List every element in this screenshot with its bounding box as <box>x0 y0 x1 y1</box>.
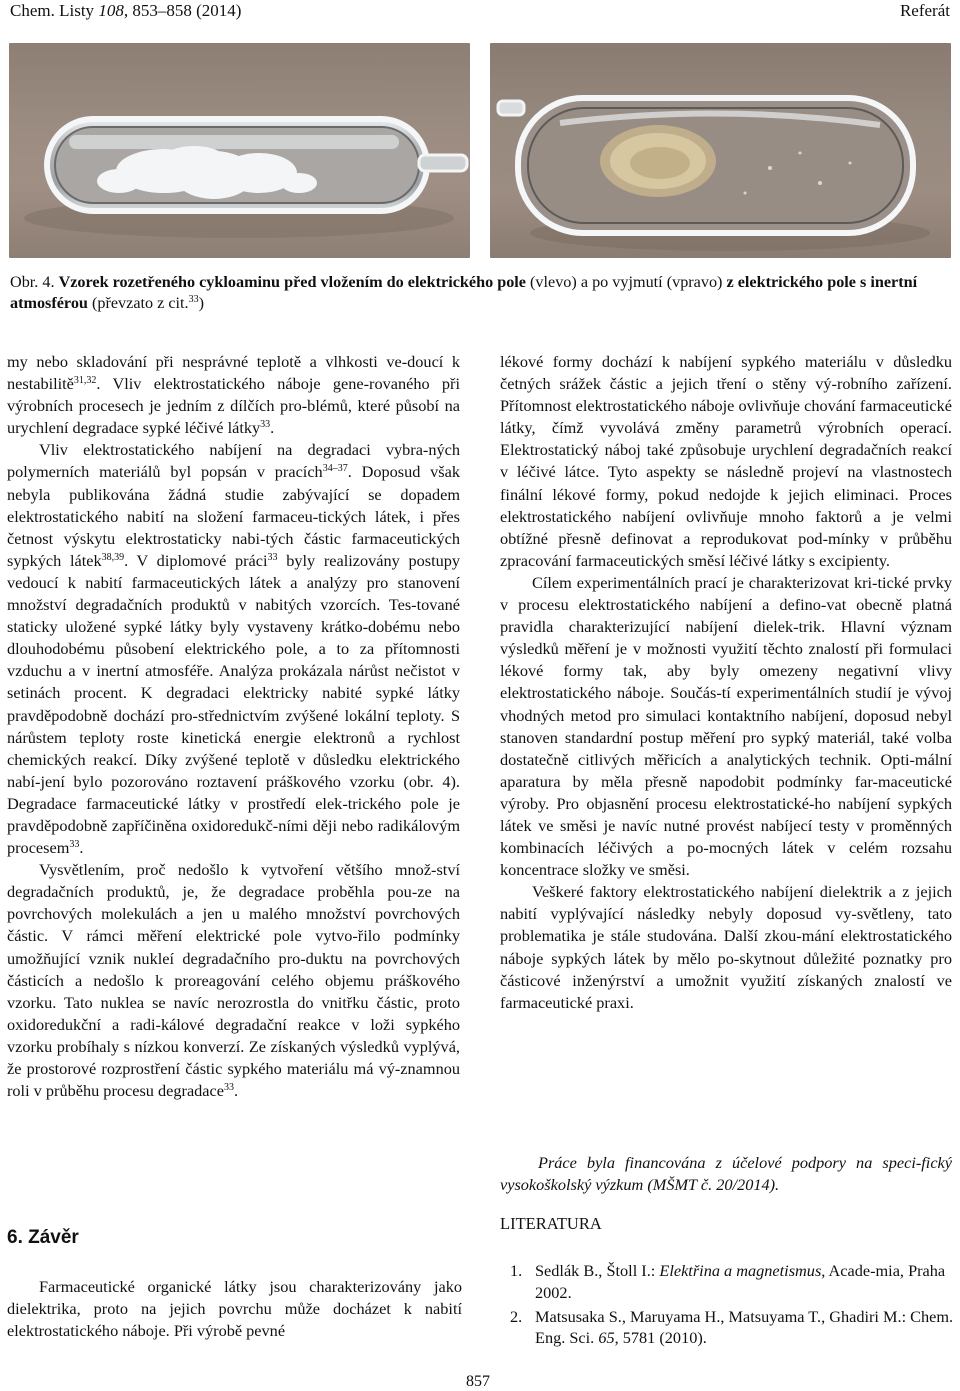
figure-photo-right <box>490 43 951 258</box>
right-column <box>500 351 952 1014</box>
acknowledgement: Práce byla financována z účelové podpory na speci-fický vysokoškolský výzkum (MŠMT č. 20/2014). <box>500 1153 952 1195</box>
ampoule-white-powder-image <box>9 43 470 258</box>
section-heading: 6. Závěr <box>7 1227 79 1248</box>
reference-list <box>510 1260 955 1351</box>
paragraph: Cílem experimentálních prací je charakterizovat kri-tické prvky v procesu elektrostatického nabíjení a defino-vat obecně platná pravidla charakterizující nabíjení dielek-trik. Hlavní význam výsledků měření je v možnosti využití těchto znalostí při formulaci lékové formy tak, aby byly omezeny negativní vlivy elektrostatického náboje. Součás-tí experimentálních studií je vývoj vhodných metod pro simulaci kontaktního nabíjení, doposud nebyl stanoven standardní postup měření pro sypký materiál, také volba dostatečně citlivých měřicích a analytických technik. Opti-mální aparatura by měla přesně napodobit podmínky far-maceutické výroby. Pro objasnění procesu elektrostatické-ho nabíjení sypkých látek ve směsi je navíc nutné provést nabíjecí testy v proměnných kombinacích léčivých a po-mocných látek v celém rozsahu koncentrace složky ve směsi. <box>500 572 952 880</box>
conclusion-text: Farmaceutické organické látky jsou charakterizovány jako dielektrika, proto na jejich povrchu může docházet k nabití elektrostatického náboje. Při výrobě pevné <box>7 1277 462 1341</box>
paragraph: Vliv elektrostatického nabíjení na degradaci vybra-ných polymerních materiálů byl popsán v pracích$^{34-37}$. Doposud však nebyla publikována žádná studie zabývající se dopadem elektrostatického nabití na složení farmaceu-tických látek, i přes četnost výskytu elektrostaticky nabi-tých částic farmaceutických sypkých látek$^{38,39}$. V diplomové práci$^{33}$ byly realizovány postupy vedoucí k nabití farmaceutických látek a analýzy pro stanovení množství degradačních produktů v nabitých vzorcích. Tes-tované staticky uložené sypké látky byly vystaveny krátko-dobému nebo dlouhodobému působení elektrického pole, a to za přítomnosti vzduchu a v inertní atmosféře. Analýza prokázala nárůst nečistot v setinách procent. K degradaci elektricky nabité sypké látky pravděpodobně dochází pro-střednictvím zvýšené lokální teploty. S nárůstem teploty roste kinetická energie elektronů a rychlost chemických reakcí. Díky zvýšené teplotě v důsledku elektrického nabí-jení bylo pozorováno roztavení práškového vzorku (obr. 4). Degradace farmaceutické látky v prostředí elek-trického pole je pravděpodobně zapříčiněna oxidoredukč-ními ději nebo radikálovým procesem$^{33}$. <box>7 440 461 858</box>
journal-header: Chem. Listy 108, 853–858 (2014) <box>10 1 242 20</box>
caption-bold-part-2: z elektrického pole s inertní atmosférou <box>10 273 918 312</box>
paragraph: Veškeré faktory elektrostatického nabíjení dielektrik a z jejich nabití vyplývající následky nebyly doposud vy-světleny, tato problematika je stále studována. Další zkou-mání elektrostatického náboje sypkých látek by mělo po-skytnout důležité poznatky pro částicové inženýrství a umožnit využití získaných znalostí ve farmaceutické praxi. <box>500 882 952 1012</box>
ampoule-melted-sample-image <box>490 43 951 258</box>
figure-caption: Obr. 4. Vzorek rozetřeného cykloaminu před vložením do elektrického pole (vlevo) a po vyjmutí (vpravo) z elektrického pole s inertní atmosférou (převzato z cit.$^{33}$) <box>10 273 918 312</box>
figure-photo-left <box>9 43 470 258</box>
literature-heading: LITERATURA <box>500 1214 602 1233</box>
caption-bold-part: Vzorek rozetřeného cykloaminu před vložením do elektrického pole <box>58 273 526 291</box>
reference-item: 2. Matsusaka S., Maruyama H., Matsuyama T., Ghadiri M.: Chem. Eng. Sci. 65, 5781 (2010). <box>510 1306 954 1348</box>
section-label: Referát <box>899 1 950 20</box>
page-number: 857 <box>466 1373 490 1390</box>
journal-volume: 108 <box>98 1 124 20</box>
paragraph: my nebo skladování při nesprávné teplotě a vlhkosti ve-doucí k nestabilitě$^{31,32}$. Vliv elektrostatického náboje gene-rovaného při výrobních procesech je jedním z dílčích pro-blémů, které působí na urychlení degradace sypké léčivé látky$^{33}$. <box>7 352 460 438</box>
reference-item: 1. Sedlák B., Štoll I.: Elektřina a magnetismus, Acade-mia, Praha 2002. <box>510 1261 946 1302</box>
left-column <box>7 351 460 1102</box>
paragraph: lékové formy dochází k nabíjení sypkého materiálu v důsledku četných srážek částic a jejich tření o stěny vý-robního zařízení. Přítomnost elektrostatického náboje ovlivňuje chování farmaceutické látky, čímž vyvolává změny parametrů výrobních operací. Elektrostatický náboj také způsobuje urychlení degradačních reakcí v léčivé látce. Tyto aspekty se následně projeví na vlastnostech finální lékové formy, pokud nedojde k jejich eliminaci. Proces elektrostatického nabíjení ovlivňuje mnoho faktorů a je velmi obtížné přesně definovat a reprodukovat pod-mínky v průběhu zpracování farmaceutických směsí léčivé látky s excipienty. <box>500 352 952 570</box>
paragraph: Vysvětlením, proč nedošlo k vytvoření většího množ-ství degradačních produktů, je, že degradace proběhla pou-ze na povrchových molekulách a jen u malého množství povrchových částic. V rámci měření elektrické pole vytvo-řilo podmínky umožňující vznik nukleí degradačního pro-duktu na povrchových částicích a nedošlo k proreagování celého objemu práškového vzorku. Tato nuklea se navíc nerozrostla do vnitřku částic, proto oxidoredukční a radi-kálové degradační reakce v loži sypkého vzorku probíhaly s nízkou konverzí. Ze získaných výsledků vyplývá, že prostorové rozprostření částic sypkého materiálu má vý-znamnou roli v průběhu procesu degradace$^{33}$. <box>7 860 460 1101</box>
